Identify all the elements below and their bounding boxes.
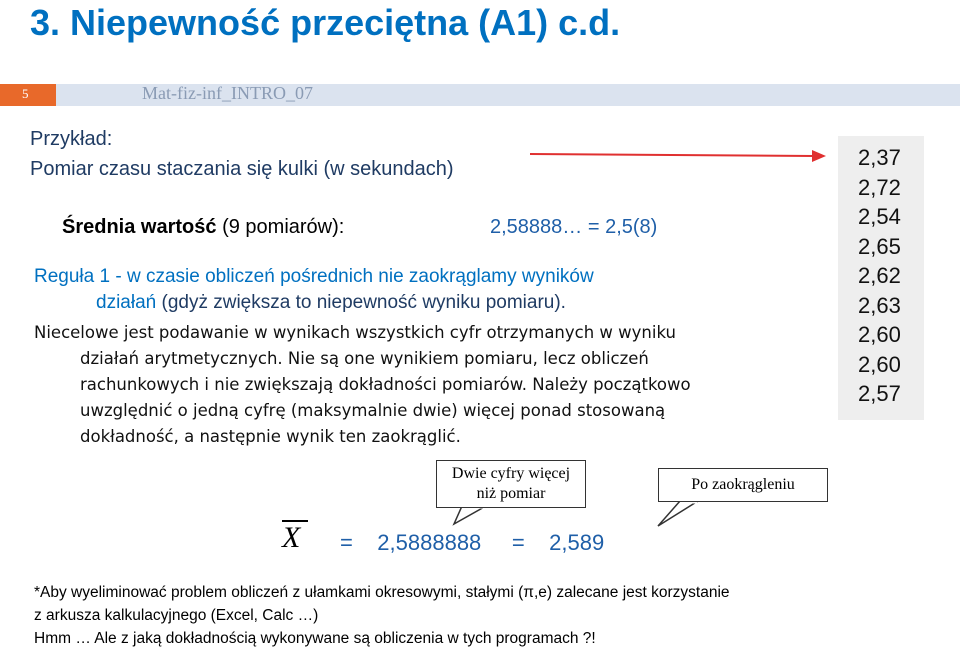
example-heading: Przykład:	[30, 128, 113, 150]
measurement-value: 2,63	[858, 292, 901, 318]
example-task: Pomiar czasu staczania się kulki (w sekundach)	[30, 158, 454, 180]
course-code: Mat-fiz-inf_INTRO_07	[142, 83, 313, 103]
explanation-line: działań arytmetycznych. Nie są one wynikiem pomiaru, lecz obliczeń	[80, 349, 649, 368]
rule-line-1: Reguła 1 - w czasie obliczeń pośrednich nie zaokrąglamy wyników	[34, 266, 594, 287]
mean-symbol: X	[282, 521, 301, 554]
explanation-line: uwzględnić o jedną cyfrę (maksymalnie dwie) więcej ponad stosowaną	[80, 401, 666, 420]
callout-rounded: Po zaokrągleniu	[658, 468, 828, 502]
explanation-text	[34, 320, 794, 450]
footnote-line: z arkusza kalkulacyjnego (Excel, Calc …)	[34, 607, 319, 624]
measurement-value: 2,60	[858, 351, 901, 377]
callout-tail-right	[640, 500, 700, 530]
explanation-line: rachunkowych i nie zwiększają dokładności pomiarów. Należy początkowo	[80, 375, 691, 394]
footnote-line: Hmm … Ale z jaką dokładnością wykonywane są obliczenia w tych programach ?!	[34, 630, 596, 647]
footnote-line: *Aby wyeliminować problem obliczeń z ułamkami okresowymi, stałymi (π,e) zalecane jest korzystanie	[34, 584, 730, 601]
measurement-value: 2,65	[858, 233, 901, 259]
callout-extra-digits: Dwie cyfry więcej niż pomiar	[436, 460, 586, 508]
explanation-line: Niecelowe jest podawanie w wynikach wszystkich cyfr otrzymanych w wyniku	[34, 323, 676, 342]
callout-tail-left	[450, 506, 510, 526]
measurement-value: 2,57	[858, 381, 901, 406]
measurement-value: 2,72	[858, 174, 901, 200]
measurement-value: 2,62	[858, 263, 901, 288]
mean-label: Średnia wartość (9 pomiarów):	[62, 216, 345, 238]
rule-line-2: działań (gdyż zwiększa to niepewność wyniku pomiaru).	[96, 292, 566, 313]
slide-number: 5	[22, 86, 29, 101]
mean-value: 2,58888… = 2,5(8)	[490, 216, 658, 238]
measurement-value: 2,54	[858, 204, 901, 229]
measurement-value: 2,37	[858, 145, 901, 170]
rounding-equation: = 2,5888888 = 2,589	[340, 530, 605, 555]
measurement-value: 2,60	[858, 322, 901, 347]
arrow-icon	[530, 146, 830, 166]
explanation-line: dokładność, a następnie wynik ten zaokrąglić.	[80, 427, 461, 446]
slide-title: 3. Niepewność przeciętna (A1) c.d.	[30, 2, 621, 43]
measurements-list	[858, 143, 901, 409]
